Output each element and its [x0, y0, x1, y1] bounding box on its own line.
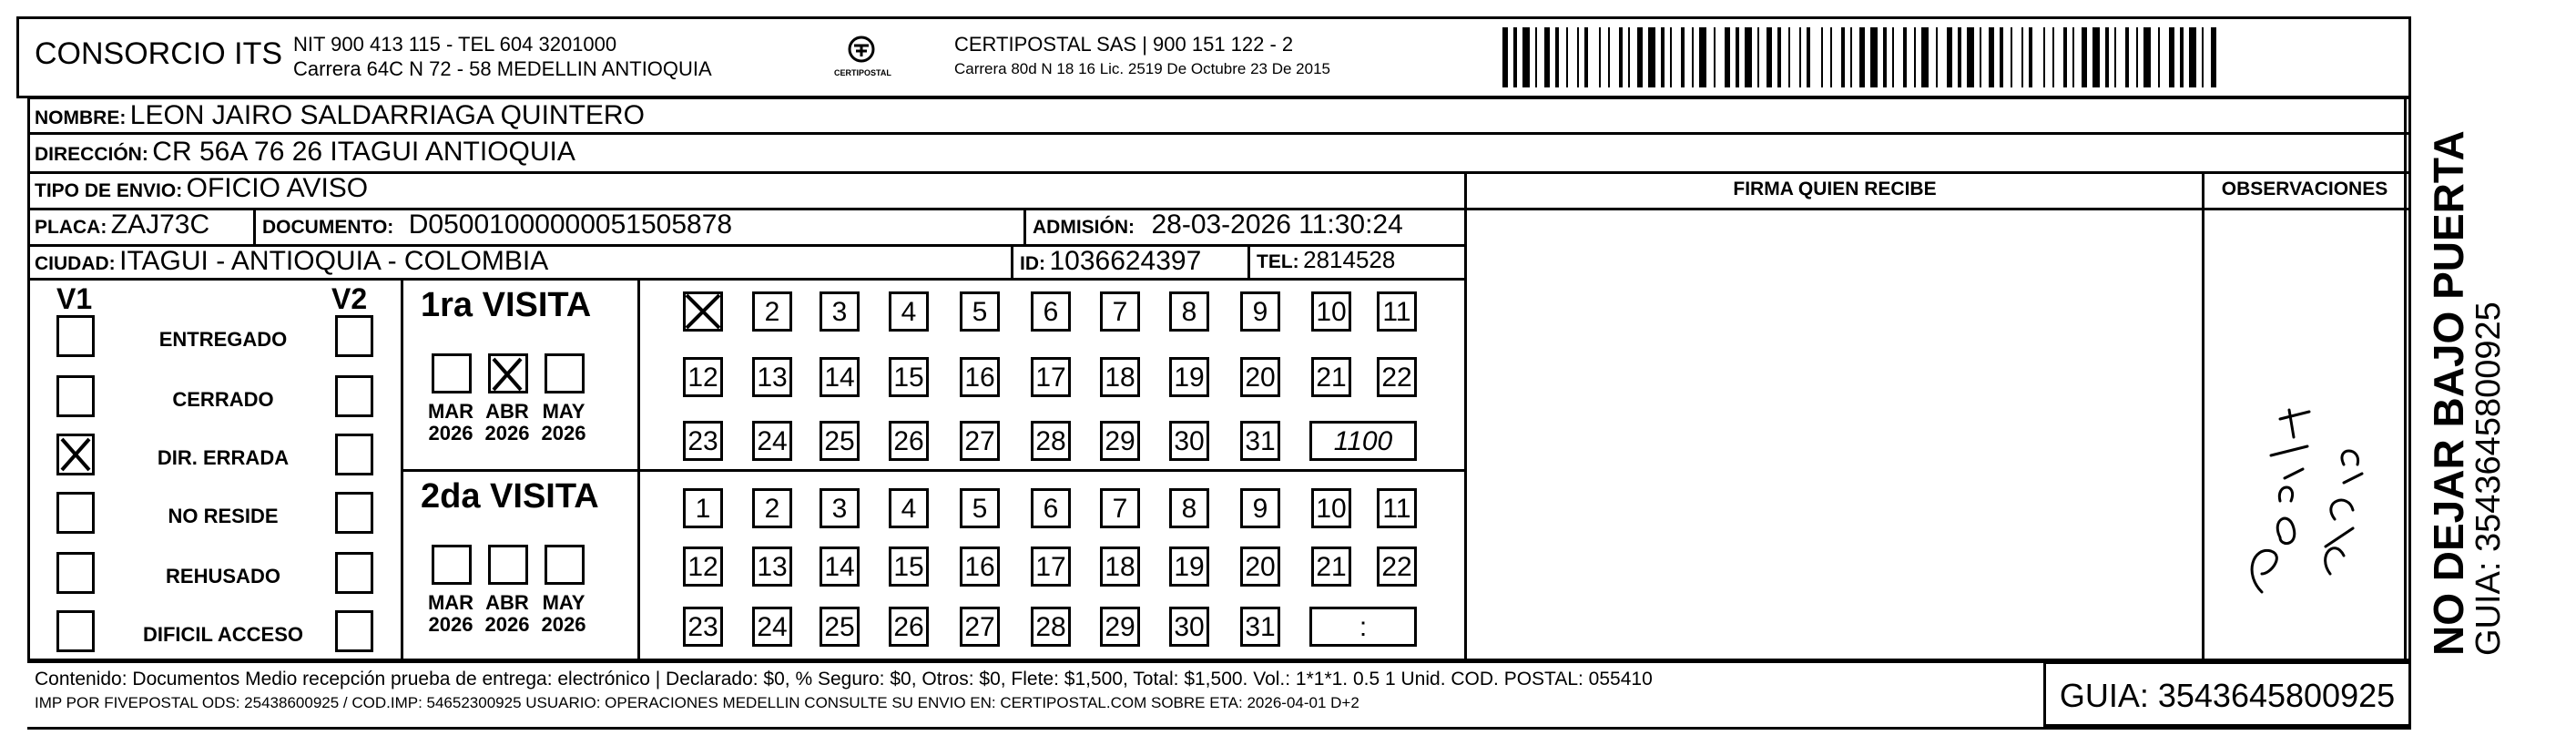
direccion-field — [35, 137, 575, 168]
tipo-value: OFICIO AVISO — [186, 173, 369, 203]
ciudad-value: ITAGUI - ANTIOQUIA - COLOMBIA — [119, 246, 549, 276]
day-box[interactable]: 3 — [820, 488, 860, 528]
day-box[interactable]: 8 — [1169, 291, 1209, 332]
day-box[interactable]: 9 — [1240, 291, 1280, 332]
day-box[interactable]: 23 — [683, 607, 723, 647]
day-box[interactable]: 20 — [1240, 357, 1280, 397]
day-box[interactable]: 11 — [1377, 488, 1417, 528]
ciudad-field — [35, 246, 548, 277]
day-box[interactable]: 10 — [1311, 488, 1351, 528]
day-box[interactable]: 2 — [752, 488, 792, 528]
month-checkbox[interactable] — [545, 353, 585, 393]
barcode-bar — [1903, 27, 1907, 87]
barcode-bar — [1522, 27, 1530, 87]
month-name: ABR — [485, 591, 529, 614]
courier-line1: CERTIPOSTAL SAS | 900 151 122 - 2 — [954, 33, 1294, 56]
handwritten-observation — [2207, 301, 2389, 647]
day-box[interactable]: 14 — [820, 357, 860, 397]
month-year: 2026 — [484, 422, 530, 444]
footer-line2: IMP POR FIVEPOSTAL ODS: 25438600925 / COD.IMP: 54652300925 USUARIO: OPERACIONES MEDELLIN CONSULTE SU ENVIO EN: CERTIPOSTAL.COM SOBRE ETA: 2026-04-01 D+2 — [35, 694, 1359, 711]
month-year: 2026 — [484, 613, 530, 636]
footer-line1: Contenido: Documentos Medio recepción prueba de entrega: electrónico | Declarado: $0, % Seguro: $0, Otros: $0, Flete: $1,500, Total: $1,500. Vol.: 1*1*1. 0.5 1 Unid. COD. POSTAL: 055410 — [35, 669, 1653, 690]
barcode-bar — [2052, 27, 2054, 87]
day-box[interactable]: 13 — [752, 547, 792, 587]
barcode-bar — [1767, 27, 1772, 87]
barcode-bar — [2105, 27, 2109, 87]
barcode-bar — [2143, 27, 2151, 87]
month-name: MAR — [427, 400, 474, 423]
admision-field — [1033, 209, 1403, 240]
first-visit-title: 1ra VISITA — [421, 286, 592, 324]
barcode-bar — [1936, 27, 1938, 87]
barcode-bar — [1850, 27, 1852, 87]
id-value: 1036624397 — [1049, 246, 1202, 276]
day-box[interactable]: 22 — [1377, 547, 1417, 587]
day-box[interactable]: 5 — [960, 291, 1000, 332]
barcode-bar — [1841, 27, 1845, 87]
barcode-bar — [1980, 27, 1981, 87]
id-field — [1020, 246, 1201, 277]
placa-value: ZAJ73C — [110, 209, 210, 240]
nombre-label: NOMBRE: — [35, 107, 127, 128]
day-box[interactable]: 17 — [1031, 547, 1071, 587]
admision-label: ADMISIÓN: — [1033, 217, 1135, 238]
day-box[interactable]: 13 — [752, 357, 792, 397]
direccion-label: DIRECCIÓN: — [35, 144, 148, 165]
month-year: 2026 — [541, 422, 586, 444]
day-box[interactable]: 6 — [1031, 291, 1071, 332]
v2-checkbox[interactable] — [335, 315, 373, 357]
barcode-bar — [1892, 27, 1894, 87]
barcode-bar — [1535, 27, 1537, 87]
month-name: MAR — [427, 591, 474, 614]
footer-guia: GUIA: 3543645800925 — [2059, 677, 2396, 714]
day-box[interactable]: 16 — [960, 357, 1000, 397]
barcode-bar — [2043, 27, 2045, 87]
barcode-bar — [2136, 27, 2138, 87]
day-box[interactable]: 17 — [1031, 357, 1071, 397]
day-box[interactable]: 30 — [1169, 421, 1209, 461]
day-box[interactable]: 28 — [1031, 421, 1071, 461]
barcode — [1502, 27, 2231, 87]
day-box[interactable]: 27 — [960, 607, 1000, 647]
day-box[interactable]: 20 — [1240, 547, 1280, 587]
barcode-bar — [2202, 27, 2204, 87]
v1-checkbox[interactable] — [56, 434, 95, 475]
v2-checkbox[interactable] — [335, 492, 373, 534]
month-checkbox[interactable] — [432, 353, 472, 393]
barcode-bar — [1599, 27, 1601, 87]
day-box[interactable]: 12 — [683, 357, 723, 397]
month-checkbox[interactable] — [545, 545, 585, 585]
day-box[interactable]: 18 — [1100, 357, 1140, 397]
day-box[interactable]: 26 — [889, 421, 929, 461]
day-box[interactable] — [683, 291, 723, 332]
day-box[interactable]: 7 — [1100, 291, 1140, 332]
day-box[interactable]: 2 — [752, 291, 792, 332]
day-box[interactable]: 29 — [1100, 421, 1140, 461]
day-box[interactable]: 15 — [889, 357, 929, 397]
month-year: 2026 — [428, 613, 473, 636]
reason-label: ENTREGADO — [158, 328, 288, 351]
barcode-bar — [1821, 27, 1823, 87]
barcode-bar — [1699, 27, 1706, 87]
barcode-bar — [2158, 27, 2160, 87]
tel-label: TEL: — [1257, 251, 1299, 272]
day-box[interactable]: 31 — [1240, 607, 1280, 647]
barcode-bar — [1502, 27, 1508, 87]
month-name: ABR — [485, 400, 529, 423]
day-box[interactable]: 4 — [889, 488, 929, 528]
barcode-bar — [1807, 27, 1810, 87]
nombre-value: LEON JAIRO SALDARRIAGA QUINTERO — [129, 100, 645, 130]
month-label — [535, 592, 592, 636]
company-line1: NIT 900 413 115 - TEL 604 3201000 — [293, 33, 617, 56]
barcode-bar — [1637, 27, 1643, 87]
barcode-bar — [1566, 27, 1568, 87]
side-text — [2424, 91, 2509, 656]
barcode-bar — [1555, 27, 1559, 87]
v1-checkbox[interactable] — [56, 552, 95, 594]
logo-text: CERTIPOSTAL — [834, 68, 891, 77]
barcode-bar — [1681, 27, 1685, 87]
day-box[interactable]: 21 — [1311, 357, 1351, 397]
barcode-bar — [1870, 27, 1878, 87]
barcode-bar — [1736, 27, 1739, 87]
day-box[interactable]: 8 — [1169, 488, 1209, 528]
barcode-bar — [1921, 27, 1929, 87]
barcode-bar — [2063, 27, 2067, 87]
barcode-bar — [1725, 27, 1730, 87]
month-checkbox[interactable] — [432, 545, 472, 585]
day-box[interactable]: 23 — [683, 421, 723, 461]
barcode-bar — [1584, 27, 1588, 87]
day-box[interactable]: 21 — [1311, 547, 1351, 587]
barcode-bar — [1714, 27, 1716, 87]
admision-value: 28-03-2026 11:30:24 — [1151, 209, 1403, 240]
day-box[interactable]: 4 — [889, 291, 929, 332]
nombre-field — [35, 100, 645, 131]
direccion-value: CR 56A 76 26 ITAGUI ANTIOQUIA — [152, 137, 575, 167]
day-box[interactable]: 28 — [1031, 607, 1071, 647]
reason-label: DIFICIL ACCESO — [142, 623, 303, 646]
day-box[interactable]: 18 — [1100, 547, 1140, 587]
barcode-bar — [1914, 27, 1916, 87]
day-box[interactable]: 25 — [820, 421, 860, 461]
barcode-bar — [1967, 27, 1974, 87]
barcode-bar — [2189, 27, 2196, 87]
v2-checkbox[interactable] — [335, 375, 373, 417]
day-box[interactable]: 22 — [1377, 357, 1417, 397]
barcode-bar — [1544, 27, 1550, 87]
second-visit-time[interactable]: : — [1309, 607, 1417, 647]
month-checkbox[interactable] — [488, 545, 528, 585]
courier-line2: Carrera 80d N 18 16 Lic. 2519 De Octubre 23 De 2015 — [954, 60, 1330, 77]
barcode-bar — [1799, 27, 1801, 87]
day-box[interactable]: 29 — [1100, 607, 1140, 647]
barcode-bar — [2125, 27, 2129, 87]
barcode-bar — [1989, 27, 1994, 87]
v1-checkbox[interactable] — [56, 492, 95, 534]
reason-label: NO RESIDE — [168, 505, 279, 527]
reason-label: CERRADO — [172, 388, 274, 411]
day-box[interactable]: 16 — [960, 547, 1000, 587]
barcode-bar — [1692, 27, 1694, 87]
tipo-field — [35, 173, 368, 204]
v2-checkbox[interactable] — [335, 610, 373, 652]
barcode-bar — [2000, 27, 2003, 87]
v1-checkbox[interactable] — [56, 375, 95, 417]
barcode-bar — [1757, 27, 1759, 87]
day-box[interactable]: 19 — [1169, 547, 1209, 587]
side-text-line1: NO DEJAR BAJO PUERTA — [2425, 130, 2472, 656]
barcode-bar — [1648, 27, 1655, 87]
month-name: MAY — [542, 400, 585, 423]
side-text-line2: GUIA: 3543645800925 — [2469, 301, 2508, 656]
v2-checkbox[interactable] — [335, 434, 373, 475]
certipostal-logo — [834, 35, 889, 89]
barcode-bar — [1958, 27, 1961, 87]
reason-label: REHUSADO — [166, 565, 280, 587]
day-box[interactable]: 24 — [752, 421, 792, 461]
documento-value: D05001000000051505878 — [408, 209, 733, 240]
barcode-bar — [2092, 27, 2100, 87]
barcode-bar — [1859, 27, 1865, 87]
v1-checkbox[interactable] — [56, 315, 95, 357]
first-visit-time[interactable]: 1100 — [1309, 421, 1417, 461]
day-box[interactable]: 25 — [820, 607, 860, 647]
month-label — [423, 592, 479, 636]
barcode-bar — [1628, 27, 1630, 87]
day-box[interactable]: 19 — [1169, 357, 1209, 397]
barcode-bar — [1670, 27, 1672, 87]
observaciones-header: OBSERVACIONES — [2221, 179, 2388, 199]
day-box[interactable]: 12 — [683, 547, 723, 587]
reason-label: DIR. ERRADA — [157, 446, 290, 469]
barcode-bar — [1777, 27, 1781, 87]
day-box[interactable]: 11 — [1377, 291, 1417, 332]
v1-header: V1 — [56, 282, 93, 315]
placa-label: PLACA: — [35, 217, 107, 238]
barcode-bar — [1883, 27, 1887, 87]
day-box[interactable]: 9 — [1240, 488, 1280, 528]
barcode-bar — [1947, 27, 1952, 87]
day-box[interactable]: 31 — [1240, 421, 1280, 461]
barcode-bar — [1745, 27, 1752, 87]
documento-field — [262, 209, 732, 240]
barcode-bar — [1513, 27, 1517, 87]
day-box[interactable]: 10 — [1311, 291, 1351, 332]
tel-field — [1257, 246, 1395, 274]
barcode-bar — [2029, 27, 2032, 87]
day-box[interactable]: 1 — [683, 488, 723, 528]
day-box[interactable]: 27 — [960, 421, 1000, 461]
barcode-bar — [2011, 27, 2012, 87]
month-year: 2026 — [428, 422, 473, 444]
month-name: MAY — [542, 591, 585, 614]
company-line2: Carrera 64C N 72 - 58 MEDELLIN ANTIOQUIA — [293, 57, 712, 80]
barcode-bar — [2072, 27, 2074, 87]
day-box[interactable]: 30 — [1169, 607, 1209, 647]
id-label: ID: — [1020, 253, 1045, 274]
day-box[interactable]: 26 — [889, 607, 929, 647]
month-label — [479, 401, 535, 444]
barcode-bar — [2180, 27, 2184, 87]
placa-field — [35, 209, 209, 240]
barcode-bar — [1608, 27, 1610, 87]
v2-header: V2 — [331, 282, 368, 315]
month-label — [479, 592, 535, 636]
barcode-bar — [1619, 27, 1623, 87]
company-name: CONSORCIO ITS — [35, 36, 283, 71]
second-visit-title: 2da VISITA — [421, 477, 599, 516]
day-box[interactable]: 24 — [752, 607, 792, 647]
month-label — [535, 401, 592, 444]
month-checkbox[interactable] — [488, 353, 528, 393]
month-label — [423, 401, 479, 444]
logo-icon — [843, 35, 880, 64]
month-year: 2026 — [541, 613, 586, 636]
firma-header: FIRMA QUIEN RECIBE — [1733, 179, 1937, 199]
barcode-bar — [1788, 27, 1790, 87]
barcode-bar — [2211, 27, 2216, 87]
documento-label: DOCUMENTO: — [262, 217, 394, 238]
day-box[interactable]: 7 — [1100, 488, 1140, 528]
barcode-bar — [2082, 27, 2087, 87]
barcode-bar — [1830, 27, 1832, 87]
barcode-bar — [2021, 27, 2023, 87]
barcode-bar — [1577, 27, 1579, 87]
tel-value: 2814528 — [1303, 246, 1396, 273]
tipo-label: TIPO DE ENVIO: — [35, 180, 183, 201]
barcode-bar — [2114, 27, 2116, 87]
v2-checkbox[interactable] — [335, 552, 373, 594]
day-box[interactable]: 15 — [889, 547, 929, 587]
day-box[interactable]: 5 — [960, 488, 1000, 528]
v1-checkbox[interactable] — [56, 610, 95, 652]
barcode-bar — [1661, 27, 1665, 87]
day-box[interactable]: 3 — [820, 291, 860, 332]
ciudad-label: CIUDAD: — [35, 253, 116, 274]
day-box[interactable]: 6 — [1031, 488, 1071, 528]
day-box[interactable]: 14 — [820, 547, 860, 587]
barcode-bar — [2169, 27, 2174, 87]
